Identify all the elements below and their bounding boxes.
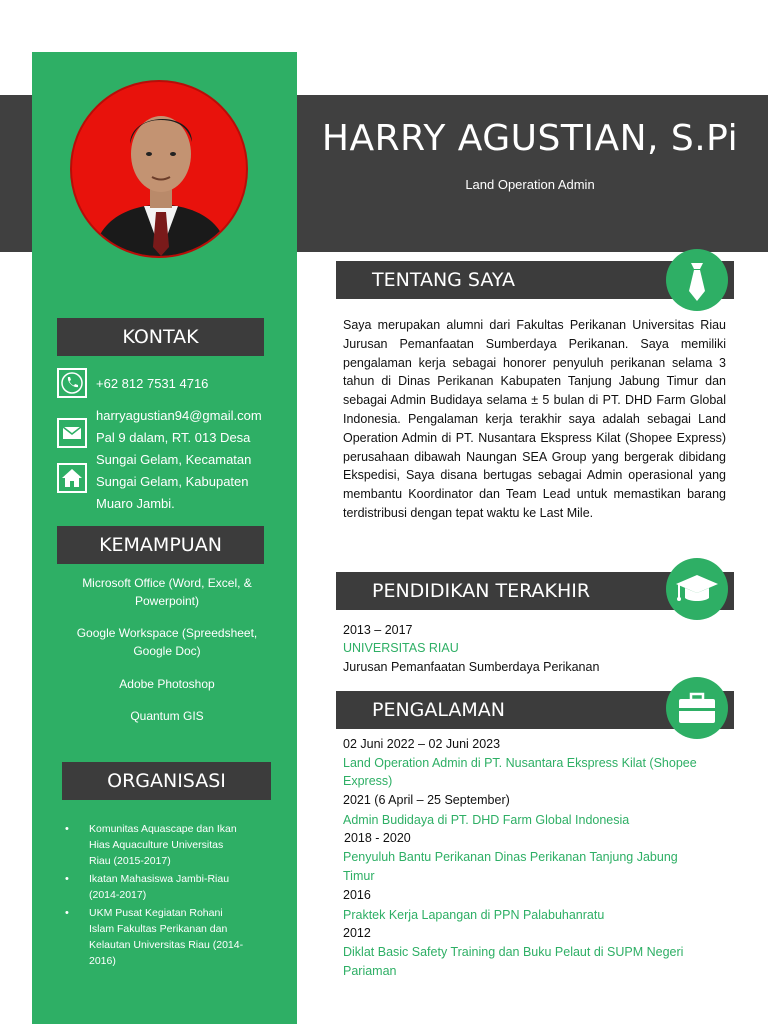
about-heading: TENTANG SAYA [372, 269, 515, 291]
education-major: Jurusan Pemanfaatan Sumberdaya Perikanan [343, 660, 600, 674]
org-line: Riau (2015-2017) [89, 855, 171, 867]
skill-item [62, 675, 272, 693]
experience-period: 2021 (6 April – 25 September) [343, 793, 510, 807]
experience-period: 2012 [343, 926, 371, 940]
phone-icon [57, 368, 87, 398]
organizations-heading: ORGANISASI [62, 762, 271, 800]
email-address[interactable]: harryagustian94@gmail.com [96, 408, 262, 423]
experience-title: Timur [343, 869, 375, 883]
skills-heading: KEMAMPUAN [57, 526, 264, 564]
skill-item [62, 707, 272, 725]
skill-line: Microsoft Office (Word, Excel, & [82, 576, 252, 590]
full-name: HARRY AGUSTIAN, S.Pi [321, 118, 739, 159]
address-line: Muaro Jambi. [96, 496, 175, 511]
org-line: 2016) [89, 955, 116, 967]
address-line: Sungai Gelam, Kecamatan [96, 452, 252, 467]
list-item [62, 871, 267, 903]
org-line: Hias Aquaculture Universitas [89, 839, 224, 851]
contact-heading: KONTAK [57, 318, 264, 356]
experience-period: 2016 [343, 888, 371, 902]
skill-item [62, 624, 272, 660]
experience-period: 02 Juni 2022 – 02 Juni 2023 [343, 737, 501, 751]
address-line: Sungai Gelam, Kabupaten [96, 474, 249, 489]
skill-line: Adobe Photoshop [119, 677, 215, 691]
address-line: Pal 9 dalam, RT. 013 Desa [96, 430, 251, 445]
organizations-list [62, 821, 267, 971]
job-title: Land Operation Admin [465, 177, 595, 192]
phone-number[interactable]: +62 812 7531 4716 [96, 376, 209, 391]
about-text: Saya merupakan alumni dari Fakultas Perikanan Universitas Riau Jurusan Pemanfaatan Sumberdaya Perikanan. Saya memiliki pengalaman kerja sebagai honorer penyuluh perikanan selama 3 tahun di Dinas Perikanan Kabupaten Tanjung Jabung Timur dan sebagai Admin Budidaya selama ± 5 bulan di PT. DHD Farm Global Indonesia. Pengalaman kerja terakhir saya adalah sebagai Land Operation Admin di PT. Nusantara Ekspress Kilat (Shopee Express) perusahaan dibawah Naungan SEA Group yang bergerak dibidang Ekspedisi, Saya disana bertugas sebagai Admin operasional yang membantu Koordinator dan Team Lead untuk memastikan barang terdistribusi dengan tepat waktu ke Last Mile. [343, 318, 726, 520]
experience-title: Penyuluh Bantu Perikanan Dinas Perikanan Tanjung Jabung [343, 850, 678, 864]
list-item [62, 905, 267, 969]
list-item [62, 821, 267, 869]
skill-item [62, 574, 272, 610]
profile-photo [70, 80, 248, 258]
briefcase-icon [666, 677, 728, 739]
skill-line: Google Doc) [133, 644, 201, 658]
person-illustration [72, 82, 248, 258]
experience-title: Pariaman [343, 964, 397, 978]
org-line: • UKM Pusat Kegiatan Rohani [89, 907, 223, 919]
experience-title: Land Operation Admin di PT. Nusantara Ekspress Kilat (Shopee [343, 756, 697, 770]
experience-period: 2018 - 2020 [344, 831, 411, 845]
org-line: Islam Fakultas Perikanan dan [89, 923, 228, 935]
skill-line: Google Workspace (Spreedsheet, [76, 626, 258, 640]
org-line: Kelautan Universitas Riau (2014- [89, 939, 244, 951]
experience-heading: PENGALAMAN [372, 699, 506, 721]
mail-icon [57, 418, 87, 448]
experience-title: Diklat Basic Safety Training dan Buku Pelaut di SUPM Negeri [343, 945, 684, 959]
org-line: • Komunitas Aquascape dan Ikan [89, 823, 237, 835]
skill-line: Quantum GIS [130, 709, 204, 723]
experience-title: Praktek Kerja Lapangan di PPN Palabuhanratu [343, 908, 605, 922]
org-line: (2014-2017) [89, 889, 147, 901]
education-period: 2013 – 2017 [343, 623, 413, 637]
skill-line: Powerpoint) [134, 594, 200, 608]
tie-icon [666, 249, 728, 311]
org-line: • Ikatan Mahasiswa Jambi-Riau [89, 873, 230, 885]
education-school: UNIVERSITAS RIAU [343, 641, 459, 655]
experience-title: Express) [343, 774, 393, 788]
education-heading: PENDIDIKAN TERAKHIR [372, 580, 591, 602]
experience-title: Admin Budidaya di PT. DHD Farm Global Indonesia [343, 813, 630, 827]
graduation-cap-icon [666, 558, 728, 620]
home-icon [57, 463, 87, 493]
